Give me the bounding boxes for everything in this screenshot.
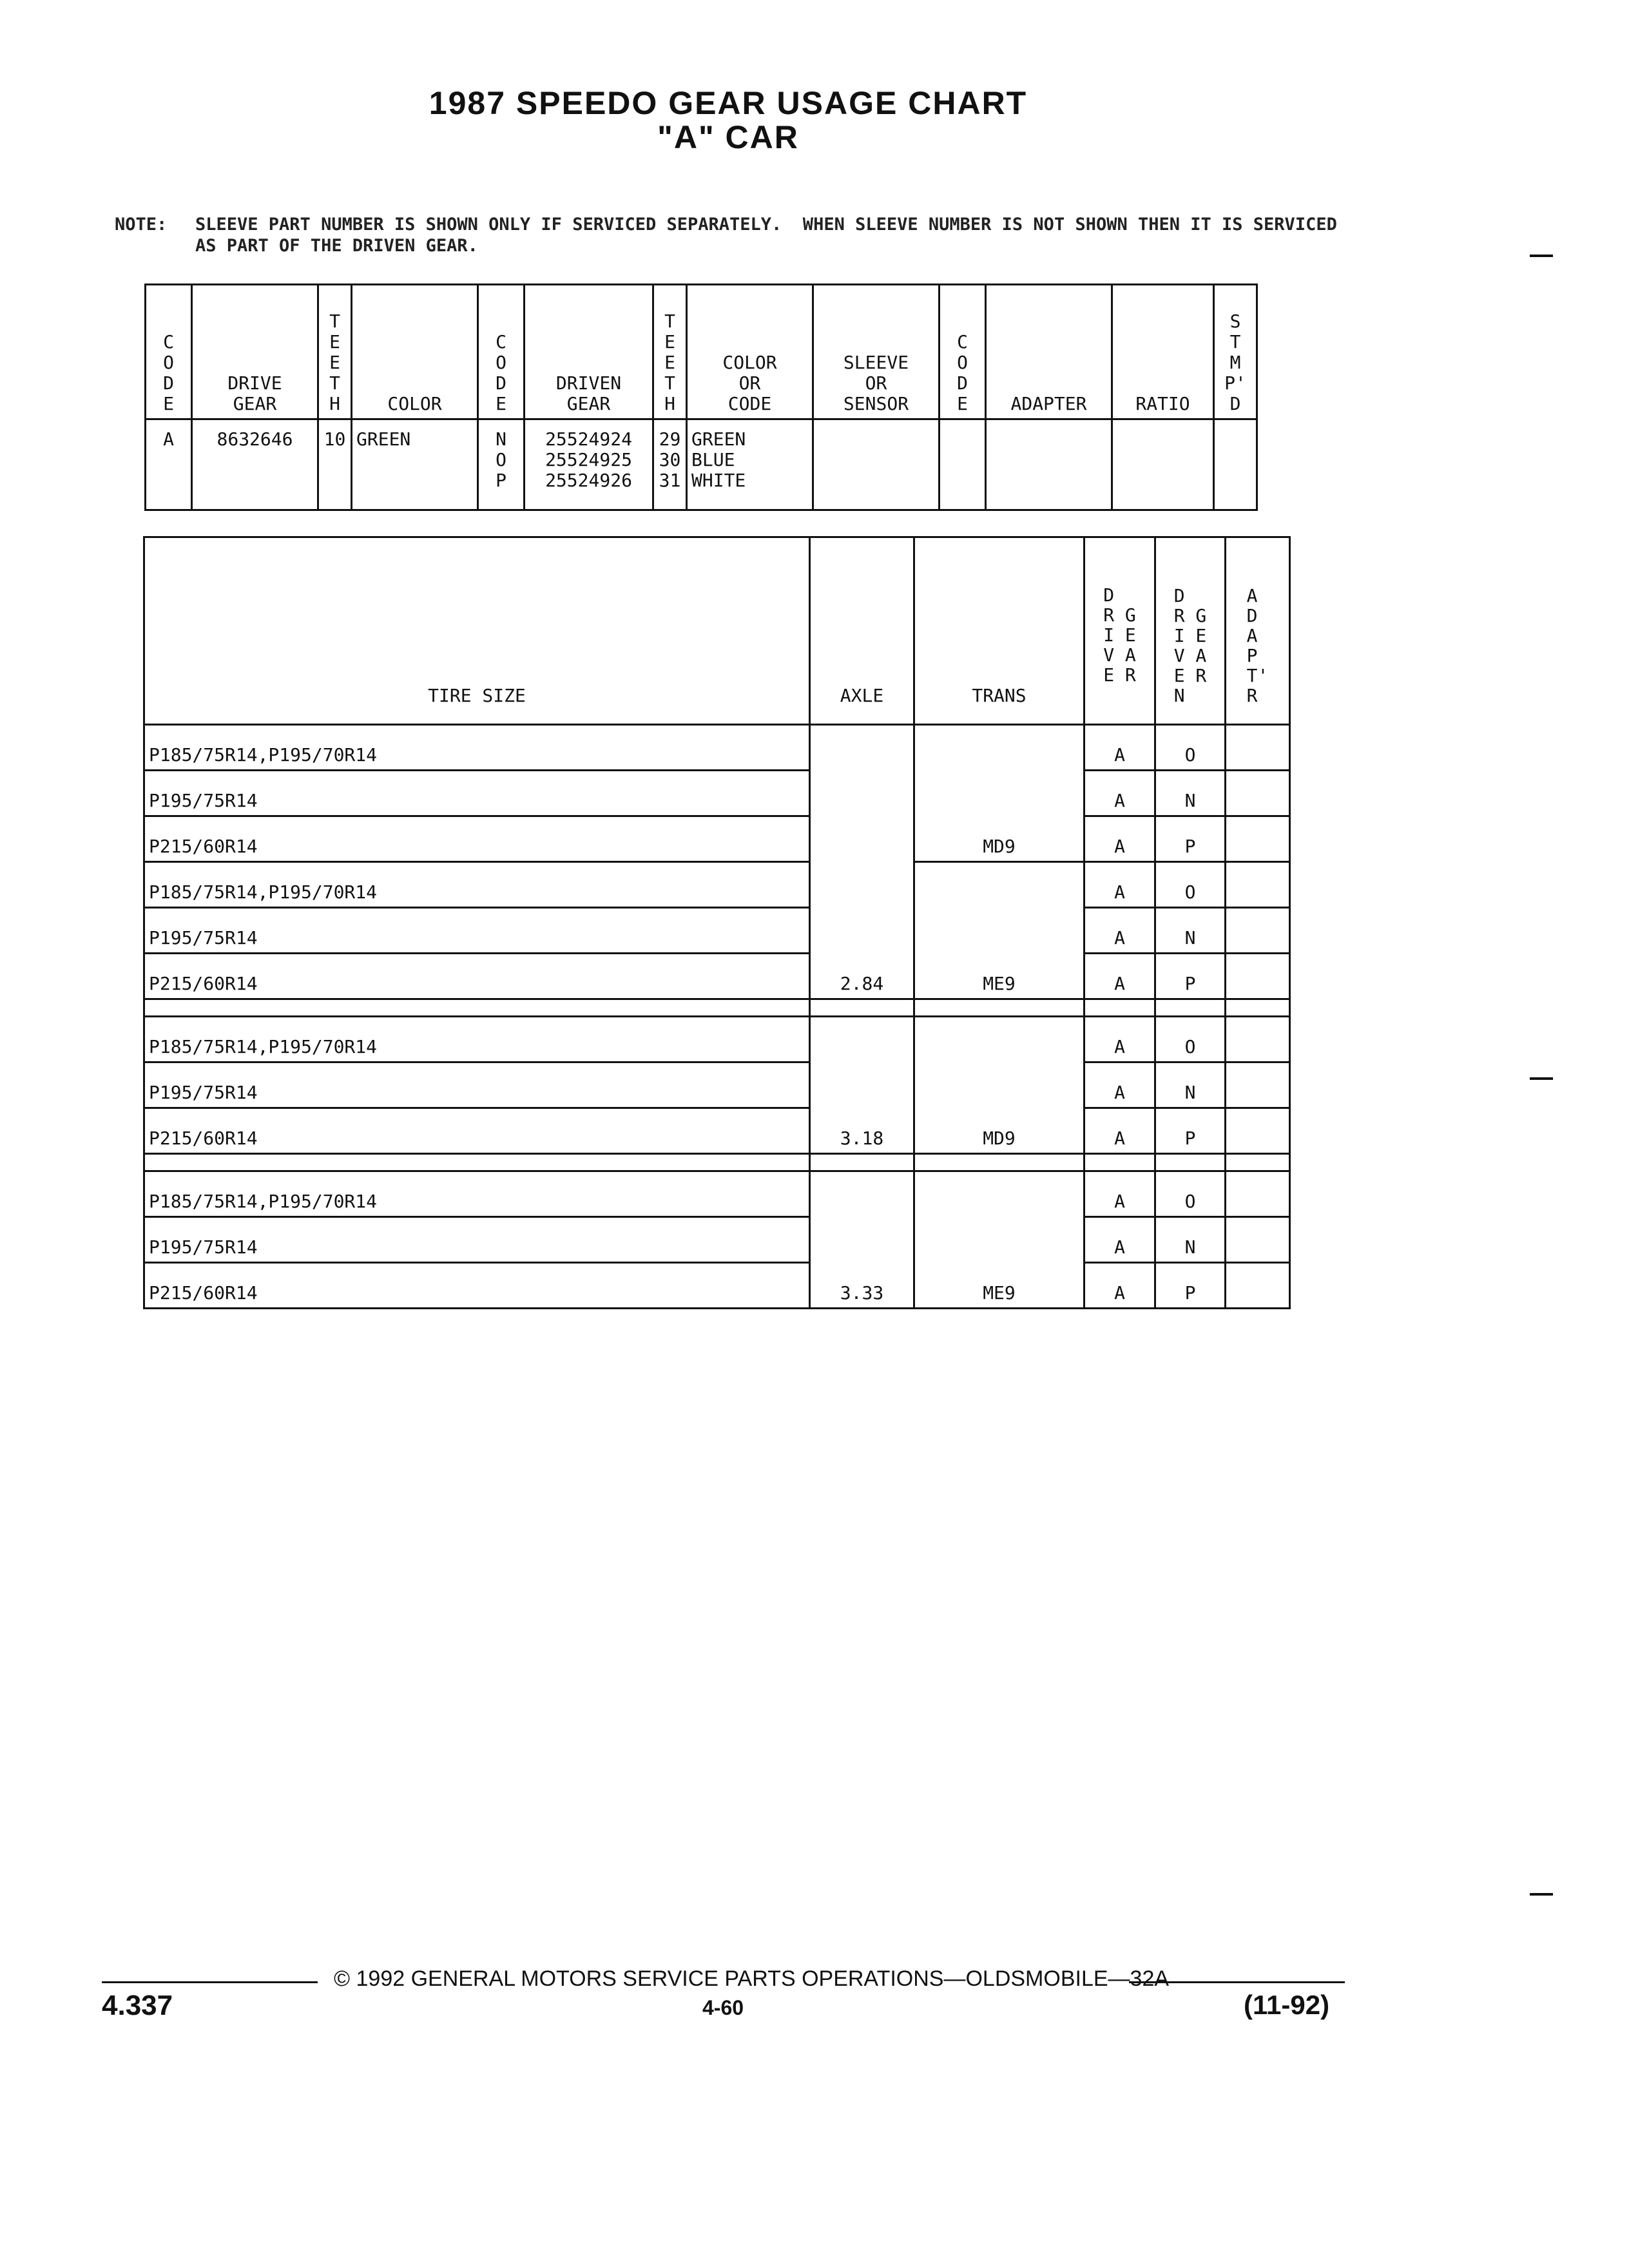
- cell-driven-codes: N O P: [478, 419, 525, 510]
- table-row: [144, 816, 1290, 862]
- cell-ratio: [1112, 419, 1214, 510]
- adapter-cell: [1226, 908, 1290, 954]
- header-code-3: CODE: [940, 285, 986, 419]
- adapter-cell: [1226, 1217, 1290, 1263]
- driven-code-cell: P: [1155, 1263, 1226, 1309]
- header-stmpd: S T M P' D: [1214, 285, 1257, 419]
- cell-drive-gear: 8632646: [192, 419, 318, 510]
- header-adapter: ADAPTER: [986, 285, 1112, 419]
- driven-code-cell: P: [1155, 1108, 1226, 1154]
- axle-cell: 3.33: [810, 1171, 914, 1309]
- tire-size-cell: P185/75R14,P195/70R14: [144, 862, 810, 908]
- table-row: [144, 862, 1290, 908]
- adapter-cell: [1226, 954, 1290, 999]
- group-divider: [144, 999, 1290, 1017]
- table-row: [144, 1017, 1290, 1062]
- header-teeth-2: TEETH: [653, 285, 687, 419]
- drive-code-cell: A: [1084, 1062, 1155, 1108]
- gear-data-row: [146, 419, 1257, 510]
- adapter-cell: [1226, 1062, 1290, 1108]
- table-row: [144, 1217, 1290, 1263]
- table-row: [144, 771, 1290, 816]
- driven-code-cell: O: [1155, 725, 1226, 771]
- gear-header-row: [146, 285, 1257, 419]
- drive-code-cell: A: [1084, 954, 1155, 999]
- adapter-cell: [1226, 816, 1290, 862]
- table-row: [144, 1171, 1290, 1217]
- footer-rule-left: [102, 1981, 318, 1983]
- trans-cell: MD9: [914, 725, 1084, 862]
- header-tire-size: TIRE SIZE: [144, 537, 810, 725]
- drive-code-cell: A: [1084, 1017, 1155, 1062]
- table-row: [144, 954, 1290, 999]
- tire-size-cell: P195/75R14: [144, 1062, 810, 1108]
- footer-copyright: © 1992 GENERAL MOTORS SERVICE PARTS OPERATIONS—OLDSMOBILE—32A: [334, 1966, 1170, 1991]
- table-row: [144, 1108, 1290, 1154]
- axle-cell: 3.18: [810, 1017, 914, 1154]
- driven-code-cell: N: [1155, 1062, 1226, 1108]
- cell-adapter: [986, 419, 1112, 510]
- footer-doc-id: 4.337: [102, 1990, 173, 2021]
- axle-cell: 2.84: [810, 725, 914, 999]
- group-divider: [144, 1154, 1290, 1171]
- page-subtitle: "A" CAR: [657, 119, 799, 155]
- tire-usage-table: [143, 536, 1291, 1309]
- driven-code-cell: P: [1155, 816, 1226, 862]
- cell-color: GREEN: [352, 419, 478, 510]
- tire-size-cell: P215/60R14: [144, 1263, 810, 1309]
- cell-teeth: 10: [318, 419, 352, 510]
- driven-code-cell: N: [1155, 1217, 1226, 1263]
- cell-sleeve: [813, 419, 940, 510]
- drive-code-cell: A: [1084, 1217, 1155, 1263]
- usage-header-row: [144, 537, 1290, 725]
- adapter-cell: [1226, 1263, 1290, 1309]
- header-ratio: RATIO: [1112, 285, 1214, 419]
- adapter-cell: [1226, 771, 1290, 816]
- drive-code-cell: A: [1084, 816, 1155, 862]
- cell-driven-teeth: 29 30 31: [653, 419, 687, 510]
- driven-code-cell: N: [1155, 771, 1226, 816]
- header-color-or-code: COLOR OR CODE: [687, 285, 813, 419]
- margin-mark: [1530, 1077, 1553, 1080]
- header-teeth: TEETH: [318, 285, 352, 419]
- header-axle: AXLE: [810, 537, 914, 725]
- header-drive-gear-code: D R G I E V A E R: [1084, 537, 1155, 725]
- cell-driven-colors: GREEN BLUE WHITE: [687, 419, 813, 510]
- driven-code-cell: N: [1155, 908, 1226, 954]
- driven-code-cell: O: [1155, 1017, 1226, 1062]
- trans-cell: ME9: [914, 862, 1084, 999]
- header-driven-gear: DRIVEN GEAR: [525, 285, 653, 419]
- drive-code-cell: A: [1084, 725, 1155, 771]
- tire-size-cell: P195/75R14: [144, 908, 810, 954]
- page-title: 1987 SPEEDO GEAR USAGE CHART: [429, 85, 1028, 121]
- footer-date: (11-92): [1244, 1990, 1330, 2020]
- drive-code-cell: A: [1084, 1108, 1155, 1154]
- trans-cell: ME9: [914, 1171, 1084, 1309]
- header-drive-gear: DRIVE GEAR: [192, 285, 318, 419]
- driven-code-cell: O: [1155, 862, 1226, 908]
- adapter-cell: [1226, 1171, 1290, 1217]
- cell-stmpd: [1214, 419, 1257, 510]
- tire-size-cell: P215/60R14: [144, 954, 810, 999]
- adapter-cell: [1226, 1108, 1290, 1154]
- adapter-cell: [1226, 862, 1290, 908]
- driven-code-cell: O: [1155, 1171, 1226, 1217]
- cell-code: A: [146, 419, 192, 510]
- header-trans: TRANS: [914, 537, 1084, 725]
- adapter-cell: [1226, 1017, 1290, 1062]
- header-adapter-code: A D A P T' R: [1226, 537, 1290, 725]
- drive-code-cell: A: [1084, 771, 1155, 816]
- tire-size-cell: P185/75R14,P195/70R14: [144, 1171, 810, 1217]
- tire-size-cell: P195/75R14: [144, 771, 810, 816]
- header-sleeve: SLEEVE OR SENSOR: [813, 285, 940, 419]
- cell-driven-gears: 25524924 25524925 25524926: [525, 419, 653, 510]
- tire-size-cell: P185/75R14,P195/70R14: [144, 1017, 810, 1062]
- header-code: CODE: [146, 285, 192, 419]
- tire-size-cell: P215/60R14: [144, 1108, 810, 1154]
- margin-mark: [1530, 1893, 1553, 1896]
- tire-size-cell: P215/60R14: [144, 816, 810, 862]
- drive-code-cell: A: [1084, 862, 1155, 908]
- footer-page-number: 4-60: [702, 1996, 744, 2019]
- gear-spec-table: [144, 284, 1258, 511]
- note-text: SLEEVE PART NUMBER IS SHOWN ONLY IF SERVICED SEPARATELY. WHEN SLEEVE NUMBER IS NOT SHOWN THEN IT IS SERVICED AS PART OF THE DRIVEN GEAR.: [195, 215, 1348, 256]
- margin-mark: [1530, 255, 1553, 257]
- driven-code-cell: P: [1155, 954, 1226, 999]
- note-label: NOTE:: [115, 215, 168, 235]
- table-row: [144, 1062, 1290, 1108]
- table-row: [144, 908, 1290, 954]
- table-row: [144, 725, 1290, 771]
- header-color: COLOR: [352, 285, 478, 419]
- header-driven-gear-code: D R G I E V A E R N: [1155, 537, 1226, 725]
- drive-code-cell: A: [1084, 908, 1155, 954]
- header-code-2: CODE: [478, 285, 525, 419]
- tire-size-cell: P195/75R14: [144, 1217, 810, 1263]
- adapter-cell: [1226, 725, 1290, 771]
- drive-code-cell: A: [1084, 1263, 1155, 1309]
- table-row: [144, 1263, 1290, 1309]
- cell-code-3: [940, 419, 986, 510]
- tire-size-cell: P185/75R14,P195/70R14: [144, 725, 810, 771]
- drive-code-cell: A: [1084, 1171, 1155, 1217]
- trans-cell: MD9: [914, 1017, 1084, 1154]
